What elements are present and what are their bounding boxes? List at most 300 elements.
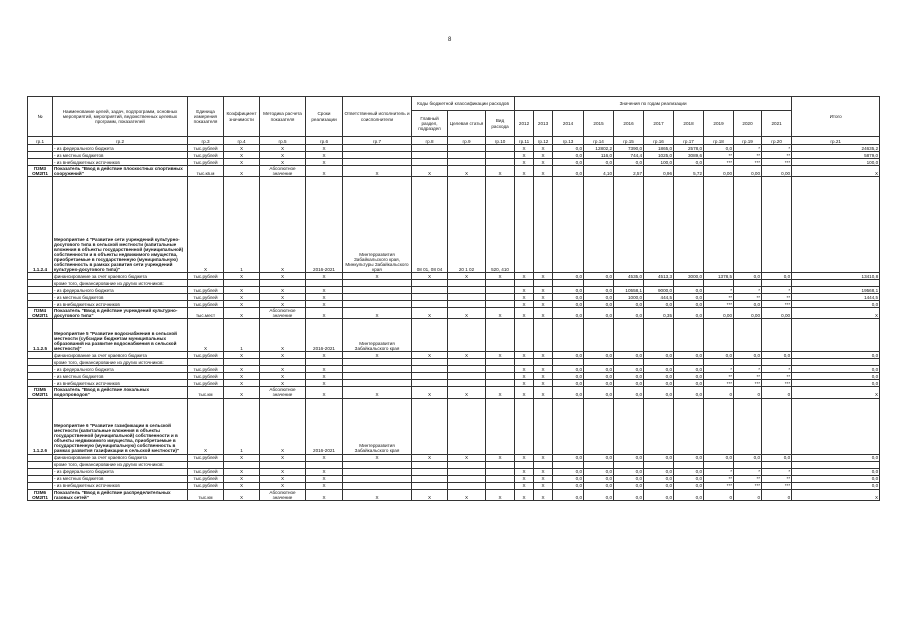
table-cell: 0,0 bbox=[792, 380, 880, 387]
table-cell: Х bbox=[515, 482, 534, 489]
table-cell: 0,0 bbox=[553, 380, 584, 387]
table-row bbox=[28, 380, 880, 387]
table-cell: П3М5 ОМ2П1 bbox=[28, 387, 53, 398]
table-row bbox=[28, 280, 880, 287]
table-cell bbox=[448, 159, 486, 166]
table-cell: 0,0 bbox=[792, 468, 880, 475]
table-cell bbox=[534, 177, 553, 273]
table-cell: Х bbox=[412, 273, 448, 280]
table-cell: Показатель "Ввод в действие учреждений культурно-досугового типа" bbox=[53, 308, 188, 319]
table-cell: * bbox=[704, 287, 734, 294]
table-cell: - из местных бюджетов bbox=[53, 152, 188, 159]
header-values-by-year: Значения по годам реализации bbox=[515, 97, 792, 111]
table-cell: 0,0 bbox=[674, 287, 704, 294]
table-cell: Х bbox=[486, 387, 515, 398]
table-cell: 0,0 bbox=[553, 475, 584, 482]
table-row bbox=[28, 273, 880, 280]
table-cell bbox=[448, 287, 486, 294]
table-cell: 0,00 bbox=[734, 166, 762, 177]
table-row bbox=[28, 482, 880, 489]
table-cell: Х bbox=[486, 308, 515, 319]
header-expense-type: Вид расхода bbox=[486, 111, 515, 137]
table-cell bbox=[674, 177, 704, 273]
table-cell bbox=[534, 398, 553, 454]
table-cell bbox=[28, 152, 53, 159]
header-no: № bbox=[28, 97, 53, 137]
table-cell: Х bbox=[486, 352, 515, 359]
table-cell: ** bbox=[762, 294, 792, 301]
table-cell: 0,0 bbox=[614, 373, 644, 380]
table-cell: Х bbox=[515, 352, 534, 359]
table-cell: *** bbox=[704, 159, 734, 166]
header-year: 2016 bbox=[614, 111, 644, 137]
table-cell: Х bbox=[412, 454, 448, 461]
table-cell bbox=[412, 461, 448, 468]
table-cell: Х bbox=[515, 152, 534, 159]
table-cell: Показатель "Ввод в действие локальных водопроводов" bbox=[53, 387, 188, 398]
table-cell bbox=[674, 461, 704, 468]
table-cell: Х bbox=[260, 152, 306, 159]
table-cell: 0,00 bbox=[762, 166, 792, 177]
table-cell: 0,0 bbox=[762, 273, 792, 280]
table-cell bbox=[614, 398, 644, 454]
table-cell: 0,0 bbox=[644, 366, 674, 373]
table-cell bbox=[28, 301, 53, 308]
table-cell bbox=[28, 359, 53, 366]
column-number: гр.7 bbox=[343, 137, 412, 145]
table-cell bbox=[412, 398, 448, 454]
table-cell bbox=[412, 380, 448, 387]
table-cell: 0,0 bbox=[734, 301, 762, 308]
table-cell: Х bbox=[343, 352, 412, 359]
table-cell bbox=[792, 461, 880, 468]
table-cell bbox=[486, 373, 515, 380]
table-cell: ** bbox=[704, 294, 734, 301]
table-cell: Х bbox=[412, 387, 448, 398]
table-cell: 0,0 bbox=[644, 380, 674, 387]
table-cell: 0,00 bbox=[704, 308, 734, 319]
table-cell bbox=[412, 159, 448, 166]
table-cell bbox=[734, 280, 762, 287]
column-number: гр.6 bbox=[306, 137, 343, 145]
table-cell bbox=[486, 319, 515, 352]
table-cell bbox=[792, 359, 880, 366]
table-cell: 0,0 bbox=[644, 489, 674, 500]
table-cell: 0,0 bbox=[674, 482, 704, 489]
table-cell: 1.1.2.6 bbox=[28, 398, 53, 454]
table-cell: 0,0 bbox=[674, 301, 704, 308]
table-cell: 2016-2021 bbox=[306, 398, 343, 454]
table-cell: Х bbox=[306, 489, 343, 500]
table-cell bbox=[412, 366, 448, 373]
table-cell: Х bbox=[448, 387, 486, 398]
table-cell bbox=[343, 366, 412, 373]
table-cell bbox=[584, 398, 614, 454]
table-cell bbox=[534, 280, 553, 287]
table-cell bbox=[412, 482, 448, 489]
table-row bbox=[28, 145, 880, 152]
table-cell: Х bbox=[515, 159, 534, 166]
table-cell bbox=[534, 359, 553, 366]
table-cell: ** bbox=[734, 475, 762, 482]
table-cell: 0,0 bbox=[674, 454, 704, 461]
table-cell: Х bbox=[260, 468, 306, 475]
table-cell bbox=[553, 359, 584, 366]
table-cell: тыс.км bbox=[188, 489, 224, 500]
table-cell: Х bbox=[260, 366, 306, 373]
table-cell: 0,0 bbox=[674, 468, 704, 475]
table-cell: тыс.рублей bbox=[188, 287, 224, 294]
table-cell: 0,0 bbox=[614, 489, 644, 500]
table-cell: 0,0 bbox=[614, 454, 644, 461]
table-cell: Х bbox=[534, 145, 553, 152]
table-cell: тыс.мест bbox=[188, 308, 224, 319]
table-cell bbox=[644, 398, 674, 454]
table-cell: Х bbox=[792, 308, 880, 319]
table-cell: Х bbox=[343, 308, 412, 319]
table-cell: 0,0 bbox=[644, 475, 674, 482]
table-cell: 0,0 bbox=[614, 468, 644, 475]
table-cell: Х bbox=[224, 475, 260, 482]
program-table bbox=[27, 96, 880, 501]
table-cell bbox=[412, 280, 448, 287]
table-cell bbox=[343, 159, 412, 166]
table-cell: ** bbox=[762, 152, 792, 159]
table-cell bbox=[343, 475, 412, 482]
table-cell bbox=[412, 359, 448, 366]
table-cell bbox=[28, 482, 53, 489]
table-cell: - из федерального бюджета bbox=[53, 287, 188, 294]
table-cell: 744,4 bbox=[614, 152, 644, 159]
table-cell bbox=[614, 177, 644, 273]
table-cell: Х bbox=[260, 398, 306, 454]
table-cell: 0,0 bbox=[674, 159, 704, 166]
table-cell: Минтерразвития Забайкальского края bbox=[343, 319, 412, 352]
table-cell: 0,0 bbox=[553, 352, 584, 359]
table-cell: 4513,3 bbox=[644, 273, 674, 280]
table-cell bbox=[343, 482, 412, 489]
column-number: гр.19 bbox=[734, 137, 762, 145]
table-cell: * bbox=[762, 366, 792, 373]
table-cell: 0,0 bbox=[584, 380, 614, 387]
column-number: гр.8 bbox=[412, 137, 448, 145]
table-cell: тыс.рублей bbox=[188, 159, 224, 166]
table-cell: тыс.кв.м bbox=[188, 166, 224, 177]
table-cell: Х bbox=[260, 373, 306, 380]
table-cell: Х bbox=[224, 166, 260, 177]
table-cell: финансирование за счет краевого бюджета bbox=[53, 454, 188, 461]
table-cell bbox=[762, 398, 792, 454]
column-number: гр.16 bbox=[644, 137, 674, 145]
table-cell bbox=[486, 380, 515, 387]
table-cell: 0,0 bbox=[584, 352, 614, 359]
table-cell: 0,0 bbox=[553, 373, 584, 380]
table-cell: Х bbox=[306, 454, 343, 461]
table-cell: Х bbox=[412, 166, 448, 177]
table-cell: 116,0 bbox=[584, 152, 614, 159]
table-cell: Абсолютное значение bbox=[260, 387, 306, 398]
table-cell: *** bbox=[704, 301, 734, 308]
table-cell: 444,5 bbox=[644, 294, 674, 301]
table-cell bbox=[412, 475, 448, 482]
table-cell: 0,0 bbox=[674, 475, 704, 482]
table-cell bbox=[584, 359, 614, 366]
table-cell: 0,0 bbox=[584, 159, 614, 166]
page-number: 8 bbox=[448, 37, 452, 43]
table-cell: П3М6 ОМ2П1 bbox=[28, 489, 53, 500]
table-cell bbox=[674, 280, 704, 287]
table-cell: 1 bbox=[224, 398, 260, 454]
table-cell: 0 bbox=[762, 489, 792, 500]
table-cell: Х bbox=[343, 489, 412, 500]
table-cell: *** bbox=[762, 482, 792, 489]
table-cell bbox=[486, 159, 515, 166]
table-cell: ** bbox=[762, 373, 792, 380]
table-cell: * bbox=[734, 145, 762, 152]
table-cell bbox=[553, 398, 584, 454]
table-cell: 0,0 bbox=[644, 373, 674, 380]
table-cell: Х bbox=[306, 482, 343, 489]
table-cell: Х bbox=[306, 301, 343, 308]
table-cell bbox=[704, 461, 734, 468]
table-cell: 1.1.2.4 bbox=[28, 177, 53, 273]
table-cell: Х bbox=[515, 294, 534, 301]
table-cell bbox=[28, 287, 53, 294]
table-cell: кроме того, финансирование из других источников: bbox=[53, 461, 188, 468]
table-cell: 0,0 bbox=[674, 380, 704, 387]
table-cell bbox=[553, 280, 584, 287]
table-cell: 0,0 bbox=[734, 273, 762, 280]
table-cell bbox=[486, 482, 515, 489]
table-cell: 13410,8 bbox=[792, 273, 880, 280]
table-cell: Х bbox=[534, 454, 553, 461]
table-cell: 0,0 bbox=[584, 489, 614, 500]
table-cell: Х bbox=[260, 380, 306, 387]
table-cell bbox=[28, 280, 53, 287]
table-cell bbox=[614, 319, 644, 352]
column-number-row bbox=[28, 137, 880, 145]
table-cell bbox=[644, 461, 674, 468]
table-cell bbox=[486, 398, 515, 454]
table-cell: 0 bbox=[704, 387, 734, 398]
table-cell: 0,0 bbox=[614, 301, 644, 308]
table-cell: 0,0 bbox=[584, 468, 614, 475]
header-year: 2017 bbox=[644, 111, 674, 137]
table-cell: Х bbox=[534, 273, 553, 280]
table-cell bbox=[734, 177, 762, 273]
table-cell: Х bbox=[412, 352, 448, 359]
header-target-article: Целевая статья bbox=[448, 111, 486, 137]
table-cell: Х bbox=[306, 387, 343, 398]
table-cell: тыс.рублей bbox=[188, 373, 224, 380]
table-cell: 0 bbox=[704, 489, 734, 500]
header-year: 2014 bbox=[553, 111, 584, 137]
column-number: гр.3 bbox=[188, 137, 224, 145]
table-row bbox=[28, 166, 880, 177]
table-cell: Х bbox=[448, 273, 486, 280]
column-number: гр.14 bbox=[584, 137, 614, 145]
table-cell: 0,00 bbox=[762, 308, 792, 319]
table-cell: Х bbox=[306, 287, 343, 294]
table-cell: 1 bbox=[224, 177, 260, 273]
table-cell: 0,0 bbox=[644, 468, 674, 475]
table-cell bbox=[448, 152, 486, 159]
table-cell: 0,0 bbox=[584, 366, 614, 373]
table-cell bbox=[448, 280, 486, 287]
table-cell: 0,0 bbox=[614, 475, 644, 482]
table-cell: Х bbox=[306, 159, 343, 166]
table-cell: 2016-2021 bbox=[306, 319, 343, 352]
table-cell: 0,0 bbox=[644, 482, 674, 489]
table-cell: 4535,0 bbox=[614, 273, 644, 280]
table-cell: *** bbox=[734, 159, 762, 166]
table-cell: Х bbox=[343, 166, 412, 177]
table-cell: Минтерразвития Забайкальского края bbox=[343, 398, 412, 454]
table-cell bbox=[704, 398, 734, 454]
table-row bbox=[28, 366, 880, 373]
table-cell: 0,0 bbox=[674, 387, 704, 398]
table-cell: Х bbox=[224, 301, 260, 308]
table-cell: 0,0 bbox=[584, 475, 614, 482]
table-cell: 1444,5 bbox=[792, 294, 880, 301]
table-cell: 1865,0 bbox=[644, 145, 674, 152]
table-cell: *** bbox=[704, 482, 734, 489]
table-cell: ** bbox=[704, 475, 734, 482]
table-cell: 0,0 bbox=[792, 482, 880, 489]
table-cell: 0,0 bbox=[734, 352, 762, 359]
table-cell: Х bbox=[448, 166, 486, 177]
table-cell bbox=[343, 373, 412, 380]
table-cell: Х bbox=[534, 287, 553, 294]
table-cell: Х bbox=[792, 387, 880, 398]
table-cell: Х bbox=[486, 166, 515, 177]
table-cell: 1 bbox=[224, 319, 260, 352]
table-cell: тыс.рублей bbox=[188, 294, 224, 301]
table-cell: Х bbox=[534, 475, 553, 482]
table-cell bbox=[448, 482, 486, 489]
table-cell bbox=[584, 319, 614, 352]
table-cell bbox=[28, 468, 53, 475]
header-method: Методика расчета показателя bbox=[260, 97, 306, 137]
table-cell: Х bbox=[224, 489, 260, 500]
table-cell bbox=[734, 398, 762, 454]
table-cell: Х bbox=[306, 145, 343, 152]
table-cell: * bbox=[704, 468, 734, 475]
table-cell bbox=[224, 359, 260, 366]
table-cell: - из внебюджетных источников bbox=[53, 380, 188, 387]
table-cell: 0,0 bbox=[553, 159, 584, 166]
table-cell: *** bbox=[762, 301, 792, 308]
table-cell: тыс.рублей bbox=[188, 482, 224, 489]
table-cell: Х bbox=[306, 366, 343, 373]
table-cell: 0,96 bbox=[644, 166, 674, 177]
table-cell: 0,0 bbox=[553, 454, 584, 461]
table-cell: *** bbox=[704, 380, 734, 387]
table-cell: Х bbox=[412, 308, 448, 319]
table-cell bbox=[515, 280, 534, 287]
table-cell: финансирование за счет краевого бюджета bbox=[53, 352, 188, 359]
table-cell bbox=[343, 280, 412, 287]
table-cell: 100,0 bbox=[792, 159, 880, 166]
table-cell: Х bbox=[515, 366, 534, 373]
table-cell: - из федерального бюджета bbox=[53, 468, 188, 475]
table-row bbox=[28, 301, 880, 308]
table-cell: Х bbox=[224, 468, 260, 475]
table-cell: Х bbox=[224, 159, 260, 166]
table-cell bbox=[486, 280, 515, 287]
table-cell: Х bbox=[306, 352, 343, 359]
table-cell bbox=[704, 280, 734, 287]
table-cell: Абсолютное значение bbox=[260, 308, 306, 319]
table-cell: Х bbox=[224, 380, 260, 387]
table-cell: * bbox=[762, 468, 792, 475]
table-cell bbox=[448, 294, 486, 301]
table-cell: Х bbox=[224, 352, 260, 359]
table-cell bbox=[343, 152, 412, 159]
header-responsible: Ответственный исполнитель и соисполнители bbox=[343, 97, 412, 137]
table-cell bbox=[343, 359, 412, 366]
table-cell bbox=[260, 280, 306, 287]
table-cell bbox=[28, 159, 53, 166]
table-cell: 0,0 bbox=[704, 352, 734, 359]
table-cell: 0,0 bbox=[553, 294, 584, 301]
table-cell bbox=[486, 152, 515, 159]
table-cell bbox=[792, 177, 880, 273]
table-cell: Х bbox=[260, 301, 306, 308]
table-cell bbox=[448, 366, 486, 373]
table-cell: 0,0 bbox=[674, 294, 704, 301]
table-cell bbox=[553, 461, 584, 468]
table-cell bbox=[28, 366, 53, 373]
table-cell bbox=[306, 280, 343, 287]
column-number: гр.2 bbox=[53, 137, 188, 145]
table-cell: Х bbox=[486, 489, 515, 500]
table-cell: 0,0 bbox=[644, 301, 674, 308]
table-cell: 0,0 bbox=[584, 287, 614, 294]
table-cell bbox=[28, 373, 53, 380]
table-cell: - из внебюджетных источников bbox=[53, 159, 188, 166]
table-cell: Минтерразвития Забайкальского края, Минкультуры Забайкальского края bbox=[343, 177, 412, 273]
table-cell: 1025,0 bbox=[644, 152, 674, 159]
table-cell: 0,0 bbox=[792, 475, 880, 482]
table-cell: 0,0 bbox=[792, 373, 880, 380]
table-cell: 0,0 bbox=[553, 273, 584, 280]
table-cell: * bbox=[762, 287, 792, 294]
table-cell: Х bbox=[260, 319, 306, 352]
table-cell bbox=[515, 359, 534, 366]
table-row bbox=[28, 352, 880, 359]
table-cell: 0,0 bbox=[674, 308, 704, 319]
table-cell: * bbox=[734, 287, 762, 294]
header-name: Наименование целей, задач, подпрограмм, основных мероприятий, мероприятий, ведомственных целевых программ, показателей bbox=[53, 97, 188, 137]
table-cell: Х bbox=[792, 489, 880, 500]
table-cell bbox=[188, 280, 224, 287]
header-section: Главный раздел, подраздел bbox=[412, 111, 448, 137]
table-cell: Х bbox=[534, 166, 553, 177]
table-cell: 12802,2 bbox=[584, 145, 614, 152]
table-cell: Х bbox=[534, 301, 553, 308]
column-number: гр.21 bbox=[792, 137, 880, 145]
table-row bbox=[28, 489, 880, 500]
table-cell bbox=[448, 373, 486, 380]
table-cell: *** bbox=[734, 380, 762, 387]
table-cell bbox=[515, 398, 534, 454]
table-cell bbox=[486, 475, 515, 482]
table-cell bbox=[224, 461, 260, 468]
table-cell: Х bbox=[534, 352, 553, 359]
table-cell: Х bbox=[448, 308, 486, 319]
column-number: гр.11 bbox=[515, 137, 534, 145]
